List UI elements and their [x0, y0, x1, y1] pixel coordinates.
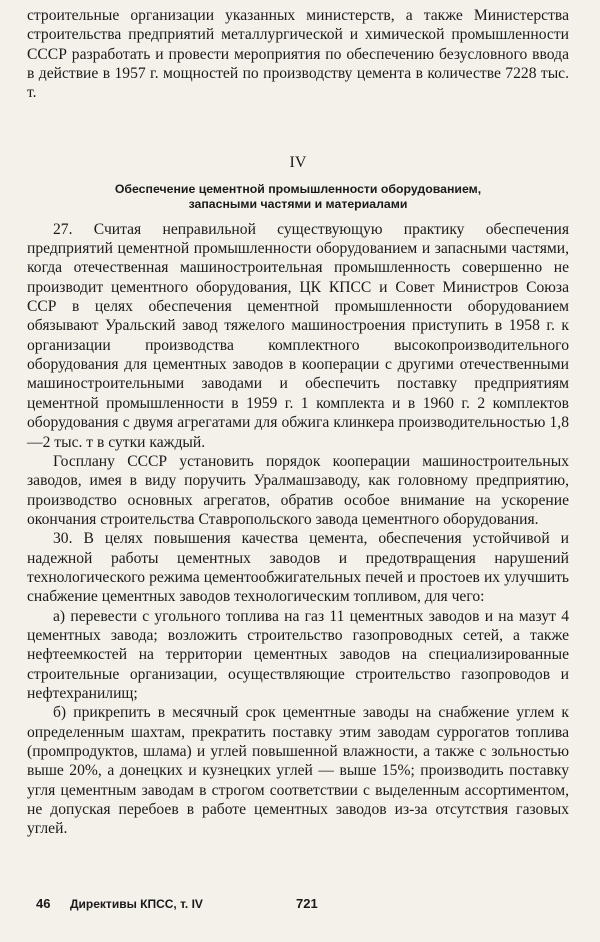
document-page	[27, 6, 569, 839]
section-title-line-1: Обеспечение цементной промышленности оборудованием,	[114, 181, 482, 196]
section-title-line-2: запасными частями и материалами	[188, 196, 408, 211]
paragraph-27: 27. Считая неправильной существующую практику обеспечения предприятий цементной промышленности оборудованием и запасными частями, когда отечественная машиностроительная промышленность совершенно не производит цементного оборудования, ЦК КПСС и Совет Министров Союза ССР в целях обеспечения цементной промышленности оборудованием обязывают Уральский завод тяжелого машиностроения приступить в 1958 г. к организации производства комплектного высокопроизводительного оборудования для цементных заводов в кооперации с другими отечественными машиностроительными заводами и обеспечить поставку предприятиям цементной промышленности в 1959 г. 1 комплекта и в 1960 г. 2 комплектов оборудования с двумя агрегатами для обжига клинкера производительностью 1,8—2 тыс. т в сутки каждый.	[27, 220, 569, 451]
paragraph-30: 30. В целях повышения качества цемента, обеспечения устойчивой и надежной работы цементных заводов и предотвращения нарушений технологического режима цементообжигательных печей и простоев их улучшить снабжение цементных заводов технологическим топливом, для чего:	[27, 530, 569, 606]
intro-paragraph: строительные организации указанных министерств, а также Министерства строительства предприятий металлургической и химической промышленности СССР разработать и провести мероприятия по обеспечению безусловного ввода в действие в 1957 г. мощностей по производству цемента в количестве 7228 тыс. т.	[27, 7, 569, 102]
list-item-b: б) прикрепить в месячный срок цементные заводы на снабжение углем к определенным шахтам, прекратить поставку этим заводам суррогатов топлива (промпродуктов, шлама) и углей повышенной влажности, а также с зольностью выше 20%, а донецких и кузнецких углей — выше 15%; производить поставку угля цементным заводам в строгом соответствии с выделенным ассортиментом, не допуская перебоев в работе цементных заводов из-за отсутствия газовых углей.	[27, 704, 569, 838]
section-title	[27, 182, 569, 212]
paragraph-gosplan: Госплану СССР установить порядок кооперации машиностроительных заводов, имея в виду поручить Уралмашзаводу, как головному предприятию, производство основных агрегатов, обратив особое внимание на ускорение окончания строительства Ставропольского завода цементного оборудования.	[27, 452, 569, 528]
page-number: 721	[296, 896, 318, 911]
section-number: IV	[289, 153, 307, 171]
signature-mark: 46	[36, 896, 51, 911]
source-title: Директивы КПСС, т. IV	[70, 897, 203, 911]
list-item-a: а) перевести с угольного топлива на газ 11 цементных заводов и на мазут 4 цементных завода; возложить строительство газопроводных сетей, а также нефтеемкостей на территории цементных заводов на специализированные строительные организации, осуществляющие строительство газопроводов и нефтехранилищ;	[27, 607, 569, 702]
